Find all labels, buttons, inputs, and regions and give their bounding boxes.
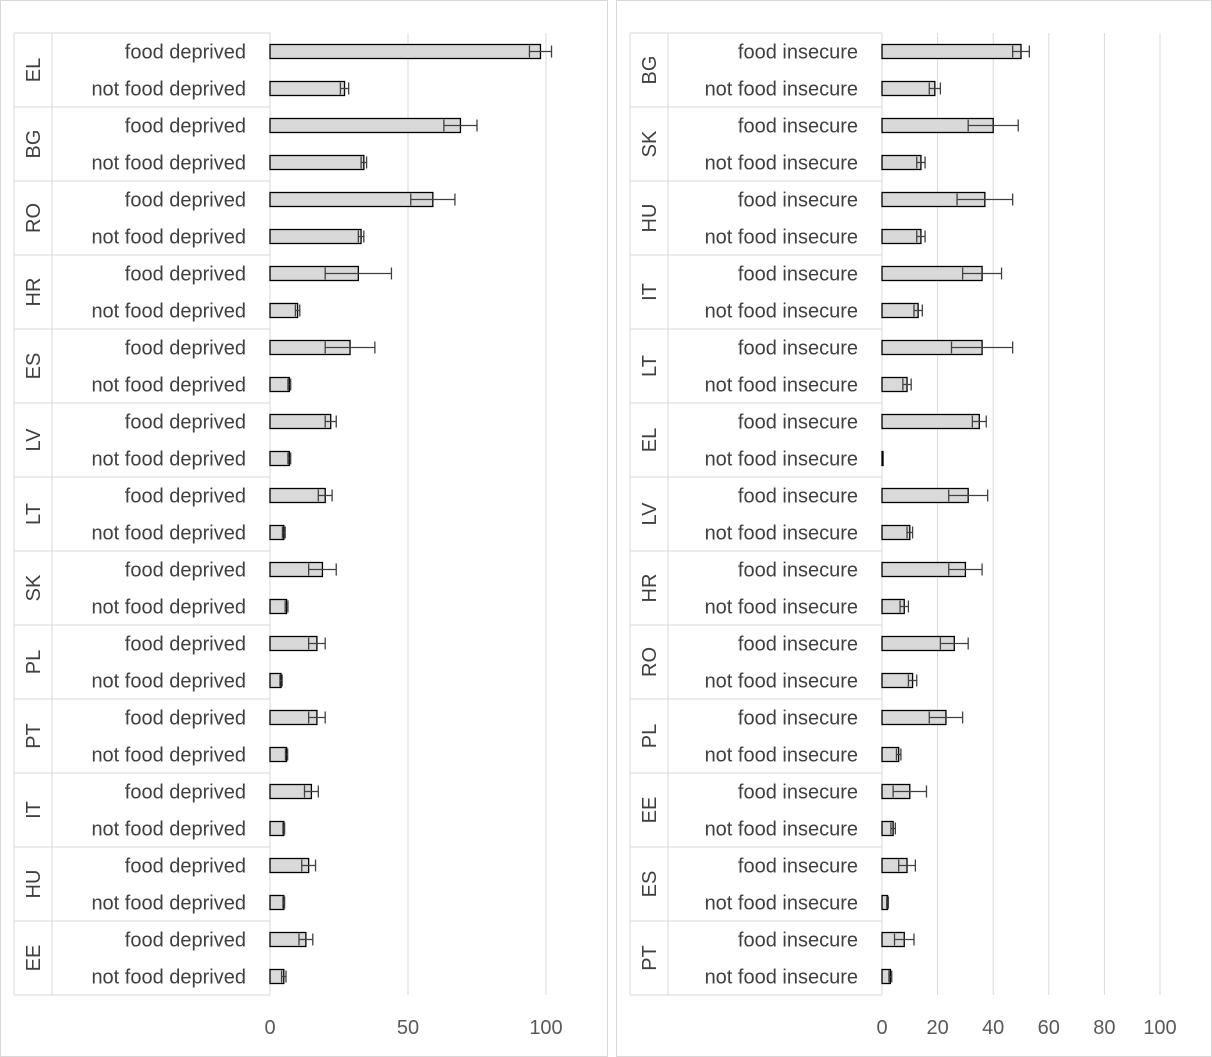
bar xyxy=(270,193,433,207)
group-label: EE xyxy=(639,796,661,824)
x-tick-label: 60 xyxy=(1037,1017,1060,1039)
group-label: HR xyxy=(639,573,661,603)
category-label: not food deprived xyxy=(91,374,246,397)
category-label: food insecure xyxy=(737,263,858,286)
chart-food-insecure xyxy=(616,0,1212,1057)
bar xyxy=(270,452,289,466)
category-label: not food deprived xyxy=(91,596,246,619)
category-label: not food insecure xyxy=(704,226,858,249)
category-label: not food insecure xyxy=(704,596,858,619)
group-label: RO xyxy=(23,203,45,233)
category-label: food deprived xyxy=(124,485,246,508)
bar xyxy=(882,156,921,170)
bar xyxy=(270,119,460,133)
bar xyxy=(882,45,1021,59)
bar xyxy=(270,526,284,540)
x-tick-label: 20 xyxy=(926,1017,949,1039)
bar xyxy=(270,230,361,244)
category-label: food insecure xyxy=(737,41,858,64)
bar xyxy=(270,896,284,910)
group-label: HU xyxy=(639,203,661,233)
category-label: food insecure xyxy=(737,929,858,952)
group-label: LV xyxy=(23,428,45,452)
category-label: food deprived xyxy=(124,855,246,878)
group-label: EL xyxy=(23,57,45,83)
category-label: food insecure xyxy=(737,485,858,508)
category-label: food deprived xyxy=(124,263,246,286)
category-label: food insecure xyxy=(737,337,858,360)
category-label: not food deprived xyxy=(91,78,246,101)
category-label: not food deprived xyxy=(91,818,246,841)
bar xyxy=(882,415,979,429)
group-label: PT xyxy=(639,945,661,971)
category-label: food deprived xyxy=(124,707,246,730)
category-label: food deprived xyxy=(124,41,246,64)
group-label: BG xyxy=(23,129,45,159)
category-label: food deprived xyxy=(124,189,246,212)
bar xyxy=(270,156,364,170)
bar xyxy=(882,452,883,466)
bar xyxy=(882,230,921,244)
category-label: food deprived xyxy=(124,781,246,804)
x-tick-label: 50 xyxy=(396,1017,420,1039)
category-label: not food deprived xyxy=(91,522,246,545)
category-label: food deprived xyxy=(124,115,246,138)
group-label: PL xyxy=(639,723,661,749)
category-label: not food deprived xyxy=(91,152,246,175)
bar xyxy=(882,304,918,318)
category-label: food deprived xyxy=(124,633,246,656)
category-label: not food insecure xyxy=(704,818,858,841)
category-label: food deprived xyxy=(124,929,246,952)
x-tick-label: 40 xyxy=(982,1017,1005,1039)
bar xyxy=(270,45,540,59)
category-label: not food deprived xyxy=(91,744,246,767)
category-label: food insecure xyxy=(737,855,858,878)
group-label: ES xyxy=(23,352,45,380)
category-label: food insecure xyxy=(737,633,858,656)
category-label: not food insecure xyxy=(704,892,858,915)
category-label: food insecure xyxy=(737,781,858,804)
group-label: BG xyxy=(639,55,661,85)
category-label: not food insecure xyxy=(704,670,858,693)
category-label: not food deprived xyxy=(91,448,246,471)
group-label: LT xyxy=(23,503,45,525)
bar xyxy=(882,82,935,96)
category-label: not food insecure xyxy=(704,744,858,767)
x-tick-label: 100 xyxy=(1143,1017,1177,1039)
bar xyxy=(270,489,325,503)
group-label: IT xyxy=(639,283,661,301)
bar xyxy=(270,822,284,836)
bar xyxy=(270,304,298,318)
bar xyxy=(270,378,289,392)
category-label: not food insecure xyxy=(704,966,858,989)
category-label: not food deprived xyxy=(91,966,246,989)
chart-panel-food-insecure xyxy=(616,0,1212,1057)
group-label: PL xyxy=(23,649,45,675)
category-label: not food deprived xyxy=(91,892,246,915)
category-label: not food deprived xyxy=(91,670,246,693)
group-label: EE xyxy=(23,944,45,972)
group-label: EL xyxy=(639,427,661,453)
category-label: food deprived xyxy=(124,559,246,582)
category-label: food deprived xyxy=(124,411,246,434)
group-label: IT xyxy=(23,801,45,819)
group-label: HR xyxy=(23,277,45,307)
x-tick-label: 80 xyxy=(1093,1017,1116,1039)
group-label: LT xyxy=(639,355,661,377)
category-label: food insecure xyxy=(737,189,858,212)
category-label: not food insecure xyxy=(704,300,858,323)
x-tick-label: 0 xyxy=(876,1017,888,1039)
x-tick-label: 100 xyxy=(529,1017,563,1039)
group-label: ES xyxy=(639,870,661,898)
bar xyxy=(882,526,910,540)
group-label: HU xyxy=(23,869,45,899)
category-label: food insecure xyxy=(737,559,858,582)
group-label: PT xyxy=(23,723,45,749)
category-label: not food insecure xyxy=(704,522,858,545)
group-label: LV xyxy=(639,502,661,526)
category-label: not food deprived xyxy=(91,300,246,323)
group-label: SK xyxy=(23,574,45,602)
bar xyxy=(270,600,287,614)
category-label: not food deprived xyxy=(91,226,246,249)
bar xyxy=(270,415,331,429)
category-label: food deprived xyxy=(124,337,246,360)
bar xyxy=(270,748,287,762)
category-label: not food insecure xyxy=(704,152,858,175)
category-label: food insecure xyxy=(737,115,858,138)
x-tick-label: 0 xyxy=(264,1017,276,1039)
category-label: not food insecure xyxy=(704,448,858,471)
category-label: food insecure xyxy=(737,707,858,730)
category-label: not food insecure xyxy=(704,374,858,397)
category-label: not food insecure xyxy=(704,78,858,101)
category-label: food insecure xyxy=(737,411,858,434)
group-label: SK xyxy=(639,130,661,158)
bar xyxy=(270,82,345,96)
group-label: RO xyxy=(639,647,661,677)
